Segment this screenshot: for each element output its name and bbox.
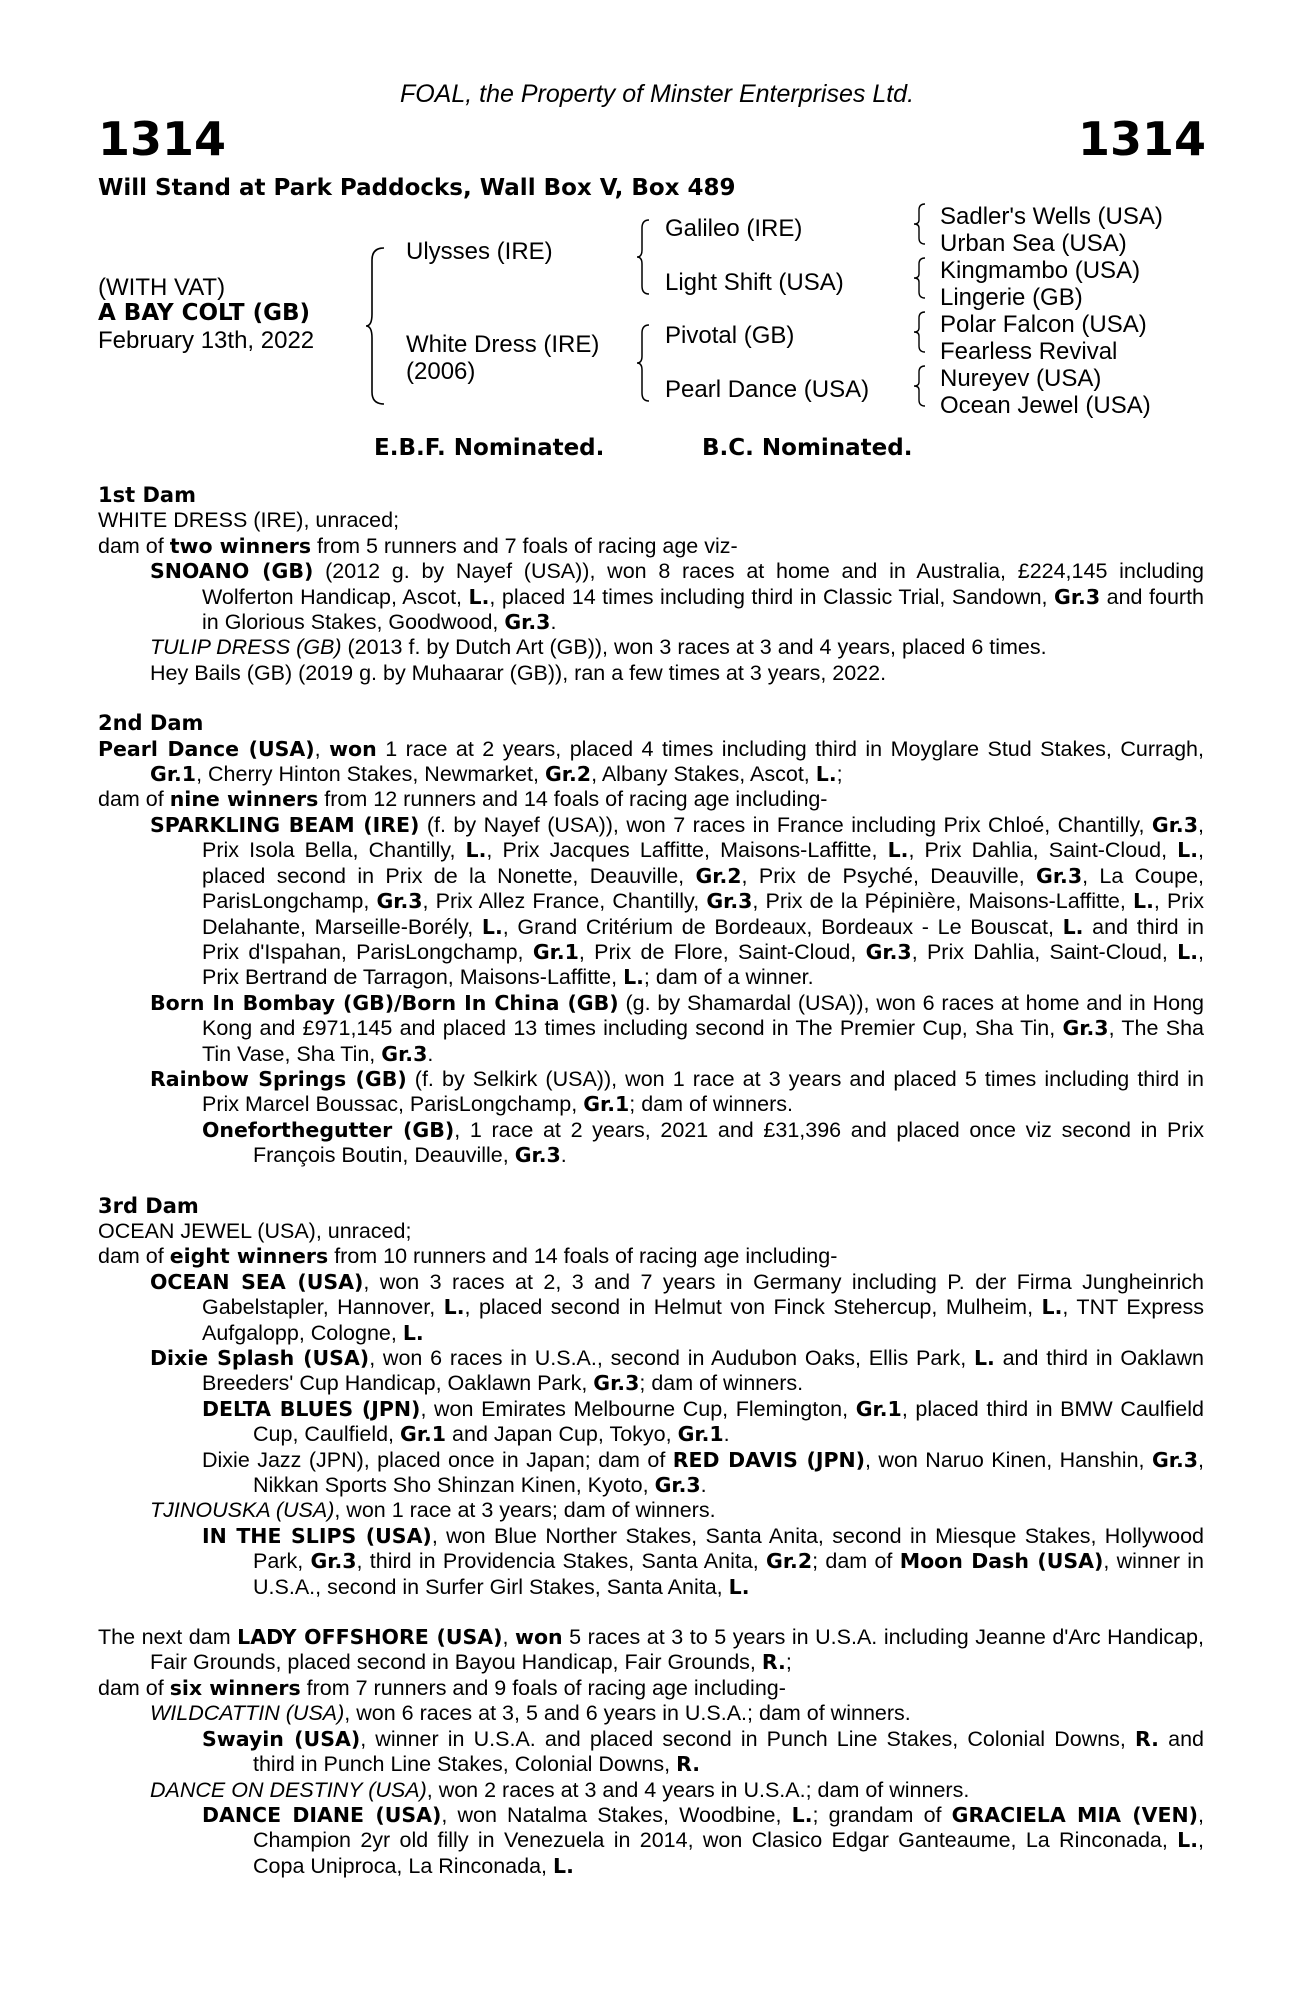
stabling-location: Will Stand at Park Paddocks, Wall Box V, Box 489 xyxy=(98,175,736,201)
entry-born-in-bombay: Born In Bombay (GB)/Born In China (GB) (g. by Shamardal (USA)), won 6 races at home and in Hong Kong and £971,145 and placed 13 times including second in The Premier Cup, Sha Tin, Gr.3, The Sha Tin Vase, Sha Tin, Gr.3. xyxy=(150,990,1204,1066)
entry-pearl-dance: Pearl Dance (USA), won 1 race at 2 years, placed 4 times including third in Moyglare Stud Stakes, Curragh, Gr.1, Cherry Hinton Stakes, Newmarket, Gr.2, Albany Stakes, Ascot, L.; xyxy=(98,736,1204,787)
third-dam-record: dam of eight winners from 10 runners and 14 foals of racing age including- xyxy=(98,1244,838,1269)
first-dam-section xyxy=(98,483,1204,686)
dam-sire: Pivotal (GB) xyxy=(665,322,795,349)
gg-sire-3: Polar Falcon (USA) xyxy=(940,311,1147,338)
gg-dam-2: Lingerie (GB) xyxy=(940,284,1083,311)
first-dam-line: WHITE DRESS (IRE), unraced; xyxy=(98,508,400,533)
entry-dance-diane: DANCE DIANE (USA), won Natalma Stakes, Woodbine, L.; grandam of GRACIELA MIA (VEN), Champion 2yr old filly in Venezuela in 2014, won Clasico Edgar Ganteaume, La Rinconada, L., Copa Uniproca, La Rinconada, L. xyxy=(202,1802,1204,1878)
third-dam-section xyxy=(98,1194,1204,1601)
g-brace-1 xyxy=(913,202,927,246)
sire-brace xyxy=(636,218,652,296)
next-dam-record: dam of six winners from 7 runners and 9 foals of racing age including- xyxy=(98,1675,786,1700)
subject-brace xyxy=(364,246,388,406)
entry-dance-on-destiny: DANCE ON DESTINY (USA), won 2 races at 3 and 4 years in U.S.A.; dam of winners. xyxy=(150,1777,970,1802)
subject-horse: A BAY COLT (GB) xyxy=(98,300,311,326)
entry-tjinouska: TJINOUSKA (USA), won 1 race at 3 years; dam of winners. xyxy=(150,1498,716,1523)
entry-tulip-dress: TULIP DRESS (GB) (2013 f. by Dutch Art (GB)), won 3 races at 3 and 4 years, placed 6 times. xyxy=(150,635,1047,660)
gg-sire-2: Kingmambo (USA) xyxy=(940,257,1141,284)
dam-year: (2006) xyxy=(406,358,476,385)
entry-oneforthegutter: Oneforthegutter (GB), 1 race at 2 years, 2021 and £31,396 and placed once viz second in Prix François Boutin, Deauville, Gr.3. xyxy=(202,1117,1204,1168)
second-dam-heading: 2nd Dam xyxy=(98,711,204,736)
gg-sire-4: Nureyev (USA) xyxy=(940,365,1102,392)
bc-nominated: B.C. Nominated. xyxy=(702,435,913,461)
vat-note: (WITH VAT) xyxy=(98,274,226,301)
dam-dam: Pearl Dance (USA) xyxy=(665,376,870,403)
third-dam-heading: 3rd Dam xyxy=(98,1193,199,1218)
dam: White Dress (IRE) xyxy=(406,331,600,358)
entry-dixie-splash: Dixie Splash (USA), won 6 races in U.S.A., second in Audubon Oaks, Ellis Park, L. and third in Oaklawn Breeders' Cup Handicap, Oaklawn Park, Gr.3; dam of winners. xyxy=(150,1346,1204,1396)
entry-snoano: SNOANO (GB) (2012 g. by Nayef (USA)), won 8 races at home and in Australia, £224,145 including Wolferton Handicap, Ascot, L., placed 14 times including third in Classic Trial, Sandown, Gr.3 and fourth in Glorious Stakes, Goodwood, Gr.3. xyxy=(150,559,1204,635)
sire-sire: Galileo (IRE) xyxy=(665,215,803,242)
gg-sire-1: Sadler's Wells (USA) xyxy=(940,203,1163,230)
entry-dixie-jazz: Dixie Jazz (JPN), placed once in Japan; dam of RED DAVIS (JPN), won Naruo Kinen, Hanshin, Gr.3, Nikkan Sports Sho Shinzan Kinen, Kyoto, Gr.3. xyxy=(202,1447,1205,1498)
g-brace-4 xyxy=(913,364,927,408)
entry-wildcattin: WILDCATTIN (USA), won 6 races at 3, 5 and 6 years in U.S.A.; dam of winners. xyxy=(150,1701,911,1726)
entry-delta-blues: DELTA BLUES (JPN), won Emirates Melbourne Cup, Flemington, Gr.1, placed third in BMW Caulfield Cup, Caulfield, Gr.1 and Japan Cup, Tokyo, Gr.1. xyxy=(202,1396,1204,1447)
entry-hey-bails: Hey Bails (GB) (2019 g. by Muhaarar (GB)), ran a few times at 3 years, 2022. xyxy=(150,660,887,685)
second-dam-section xyxy=(98,711,1204,1168)
lot-number-left: 1314 xyxy=(98,112,227,166)
ebf-nominated: E.B.F. Nominated. xyxy=(374,435,605,461)
entry-sparkling-beam: SPARKLING BEAM (IRE) (f. by Nayef (USA)), won 7 races in France including Prix Chloé, Chantilly, Gr.3, Prix Isola Bella, Chantilly, L., Prix Jacques Laffitte, Maisons-Laffitte, L., Prix Dahlia, Saint-Cloud, L., placed second in Prix de la Nonette, Deauville, Gr.2, Prix de Psyché, Deauville, Gr.3, La Coupe, ParisLongchamp, Gr.3, Prix Allez France, Chantilly, Gr.3, Prix de la Pépinière, Maisons-Laffitte, L., Prix Delahante, Marseille-Borély, L., Grand Critérium de Bordeaux, Bordeaux - Le Bouscat, L. and third in Prix d'Ispahan, ParisLongchamp, Gr.1, Prix de Flore, Saint-Cloud, Gr.3, Prix Dahlia, Saint-Cloud, L., Prix Bertrand de Tarragon, Maisons-Laffitte, L.; dam of a winner. xyxy=(150,812,1205,990)
entry-lady-offshore: The next dam LADY OFFSHORE (USA), won 5 races at 3 to 5 years in U.S.A. including Jeanne d'Arc Handicap, Fair Grounds, placed second in Bayou Handicap, Fair Grounds, R.; xyxy=(98,1625,1204,1675)
second-dam-record: dam of nine winners from 12 runners and 14 foals of racing age including- xyxy=(98,787,828,812)
g-brace-2 xyxy=(913,256,927,300)
first-dam-heading: 1st Dam xyxy=(98,483,196,507)
owner-line: FOAL, the Property of Minster Enterprises Ltd. xyxy=(399,80,915,108)
gg-dam-3: Fearless Revival xyxy=(940,338,1118,365)
gg-dam-4: Ocean Jewel (USA) xyxy=(940,392,1151,419)
third-dam-line: OCEAN JEWEL (USA), unraced; xyxy=(98,1218,412,1243)
next-dam-section xyxy=(98,1625,1204,1879)
sire: Ulysses (IRE) xyxy=(406,238,553,265)
dam-brace xyxy=(636,323,652,403)
lot-number-right: 1314 xyxy=(1077,112,1206,166)
foaling-date: February 13th, 2022 xyxy=(98,327,315,354)
entry-ocean-sea: OCEAN SEA (USA), won 3 races at 2, 3 and 7 years in Germany including P. der Firma Jungheinrich Gabelstapler, Hannover, L., placed second in Helmut von Finck Stehercup, Mulheim, L., TNT Express Aufgalopp, Cologne, L. xyxy=(150,1269,1204,1345)
first-dam-record: dam of two winners from 5 runners and 7 foals of racing age viz- xyxy=(98,533,738,558)
entry-rainbow-springs: Rainbow Springs (GB) (f. by Selkirk (USA)), won 1 race at 3 years and placed 5 times including third in Prix Marcel Boussac, ParisLongchamp, Gr.1; dam of winners. xyxy=(150,1066,1204,1117)
pedigree-notes xyxy=(98,483,1204,1879)
gg-dam-1: Urban Sea (USA) xyxy=(940,230,1127,257)
g-brace-3 xyxy=(913,310,927,354)
sire-dam: Light Shift (USA) xyxy=(665,269,844,296)
entry-swayin: Swayin (USA), winner in U.S.A. and placed second in Punch Line Stakes, Colonial Downs, R. and third in Punch Line Stakes, Colonial Downs, R. xyxy=(202,1726,1204,1777)
entry-in-the-slips: IN THE SLIPS (USA), won Blue Norther Stakes, Santa Anita, second in Miesque Stakes, Hollywood Park, Gr.3, third in Providencia Stakes, Santa Anita, Gr.2; dam of Moon Dash (USA), winner in U.S.A., second in Surfer Girl Stakes, Santa Anita, L. xyxy=(202,1523,1204,1599)
